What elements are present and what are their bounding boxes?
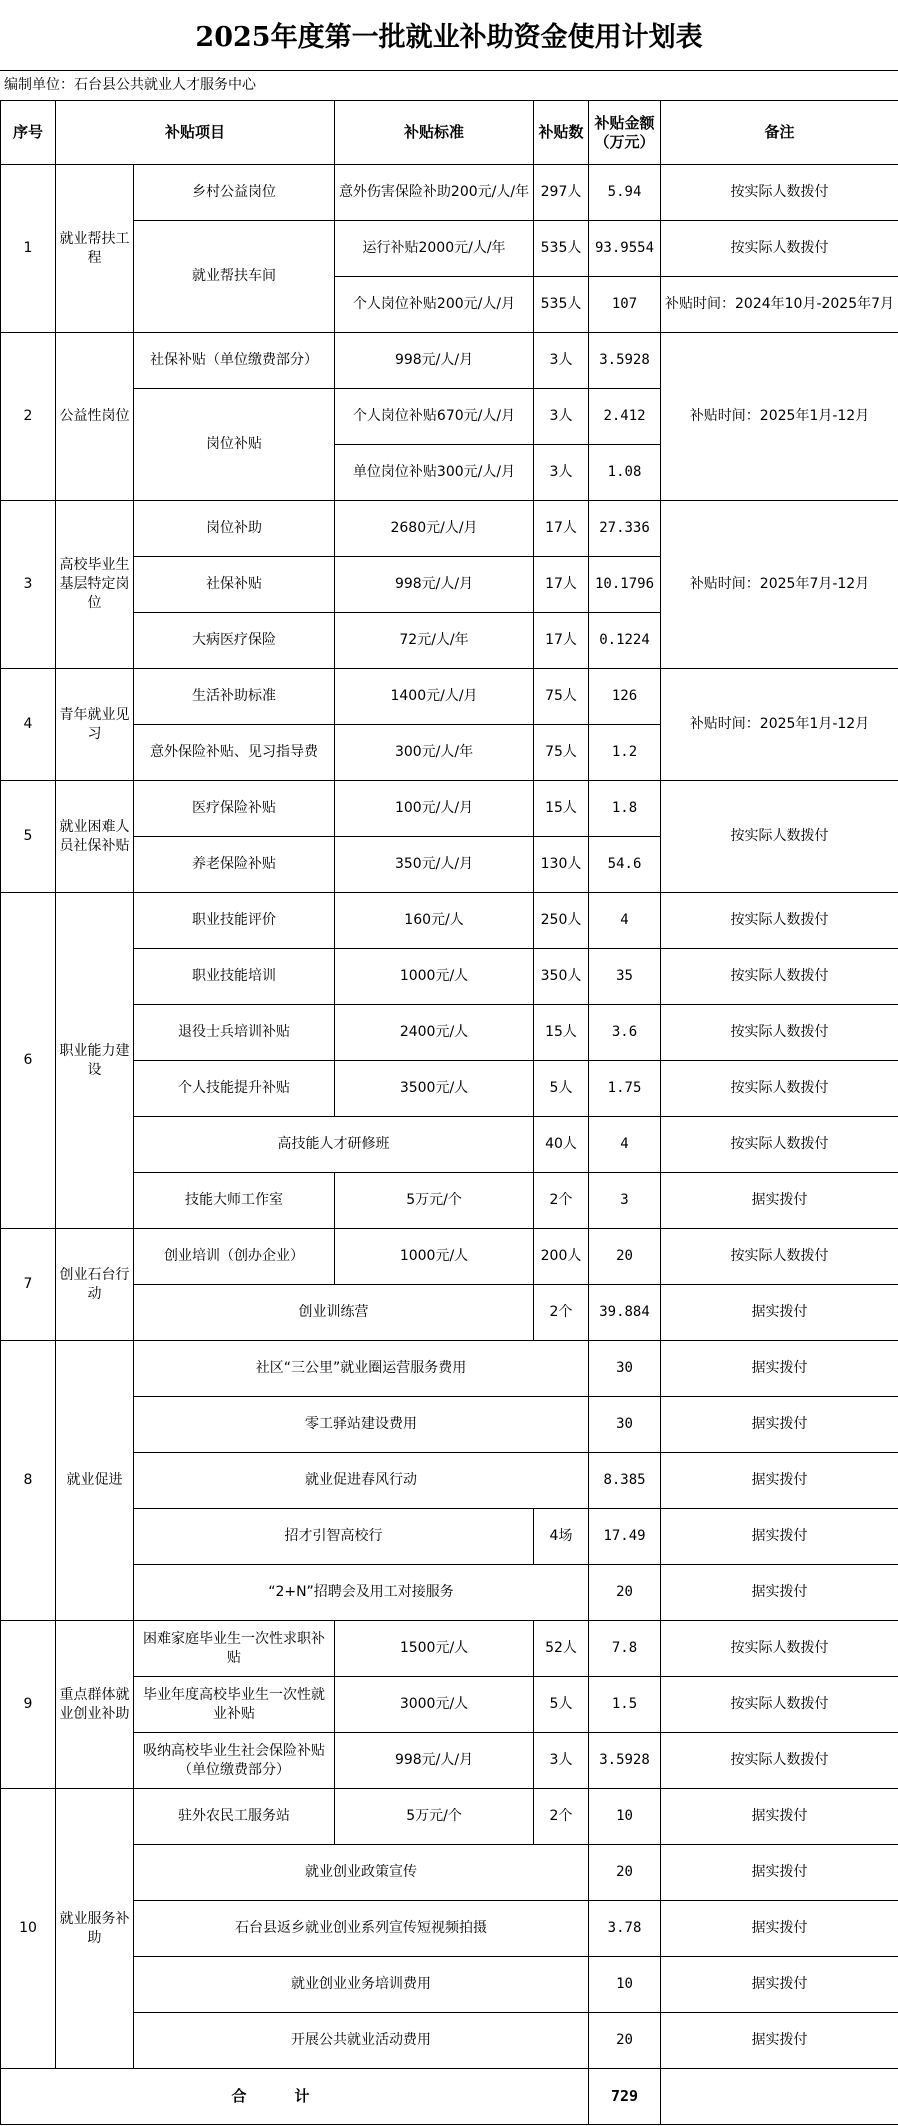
row-sub-item: 职业技能评价 xyxy=(134,893,335,949)
row-amount: 10 xyxy=(589,1789,661,1845)
row-sub-item: 毕业年度高校毕业生一次性就业补贴 xyxy=(134,1677,335,1733)
table-row xyxy=(1,1733,898,1789)
row-standard: 个人岗位补贴670元/人/月 xyxy=(335,389,534,445)
row-amount: 27.336 xyxy=(589,501,661,557)
row-note: 按实际人数拨付 xyxy=(661,1677,898,1733)
row-note: 按实际人数拨付 xyxy=(661,949,898,1005)
row-count: 75人 xyxy=(534,669,589,725)
row-category: 青年就业见习 xyxy=(56,669,134,781)
table-header-row xyxy=(1,101,898,165)
row-count: 15人 xyxy=(534,781,589,837)
table-row xyxy=(1,893,898,949)
row-category: 职业能力建设 xyxy=(56,893,134,1229)
row-sub-item: 零工驿站建设费用 xyxy=(134,1397,589,1453)
row-amount: 3 xyxy=(589,1173,661,1229)
row-sub-item: 驻外农民工服务站 xyxy=(134,1789,335,1845)
row-sub-item: 乡村公益岗位 xyxy=(134,165,335,221)
row-count: 2个 xyxy=(534,1789,589,1845)
table-row xyxy=(1,949,898,1005)
row-seq: 8 xyxy=(1,1341,56,1621)
row-sub-item: 困难家庭毕业生一次性求职补贴 xyxy=(134,1621,335,1677)
table-row xyxy=(1,165,898,221)
row-category: 就业促进 xyxy=(56,1341,134,1621)
table-row xyxy=(1,1677,898,1733)
row-seq: 6 xyxy=(1,893,56,1229)
row-count: 5人 xyxy=(534,1061,589,1117)
total-amount: 729 xyxy=(589,2069,661,2125)
row-category: 公益性岗位 xyxy=(56,333,134,501)
table-row xyxy=(1,501,898,557)
row-count: 5人 xyxy=(534,1677,589,1733)
row-sub-item: 创业训练营 xyxy=(134,1285,534,1341)
table-row xyxy=(1,2013,898,2069)
row-sub-item: 岗位补助 xyxy=(134,501,335,557)
row-count: 200人 xyxy=(534,1229,589,1285)
row-standard: 1000元/人 xyxy=(335,1229,534,1285)
row-sub-item: “2+N”招聘会及用工对接服务 xyxy=(134,1565,589,1621)
row-note: 据实拨付 xyxy=(661,1397,898,1453)
row-standard: 72元/人/年 xyxy=(335,613,534,669)
row-count: 40人 xyxy=(534,1117,589,1173)
row-standard: 3000元/人 xyxy=(335,1677,534,1733)
row-standard: 个人岗位补贴200元/人/月 xyxy=(335,277,534,333)
row-amount: 1.8 xyxy=(589,781,661,837)
row-count: 535人 xyxy=(534,221,589,277)
row-sub-item: 就业促进春风行动 xyxy=(134,1453,589,1509)
row-sub-item: 养老保险补贴 xyxy=(134,837,335,893)
row-sub-item: 社保补贴 xyxy=(134,557,335,613)
row-standard: 350元/人/月 xyxy=(335,837,534,893)
row-note: 按实际人数拨付 xyxy=(661,1061,898,1117)
row-note: 据实拨付 xyxy=(661,1341,898,1397)
row-amount: 3.5928 xyxy=(589,1733,661,1789)
table-row xyxy=(1,333,898,389)
row-standard: 运行补贴2000元/人/年 xyxy=(335,221,534,277)
row-sub-item: 医疗保险补贴 xyxy=(134,781,335,837)
row-sub-item: 就业创业业务培训费用 xyxy=(134,1957,589,2013)
row-amount: 4 xyxy=(589,893,661,949)
header-count: 补贴数 xyxy=(534,101,589,165)
row-sub-item: 高技能人才研修班 xyxy=(134,1117,534,1173)
row-amount: 35 xyxy=(589,949,661,1005)
table-row xyxy=(1,221,898,277)
row-standard: 2400元/人 xyxy=(335,1005,534,1061)
row-amount: 0.1224 xyxy=(589,613,661,669)
row-amount: 8.385 xyxy=(589,1453,661,1509)
row-standard: 5万元/个 xyxy=(335,1789,534,1845)
row-count: 350人 xyxy=(534,949,589,1005)
row-standard: 单位岗位补贴300元/人/月 xyxy=(335,445,534,501)
row-note: 补贴时间：2024年10月-2025年7月 xyxy=(661,277,898,333)
row-amount: 20 xyxy=(589,1229,661,1285)
row-standard: 1000元/人 xyxy=(335,949,534,1005)
row-category: 就业帮扶工程 xyxy=(56,165,134,333)
row-category: 创业石台行动 xyxy=(56,1229,134,1341)
total-label xyxy=(1,2069,589,2125)
row-note: 据实拨付 xyxy=(661,1789,898,1845)
row-note: 补贴时间：2025年7月-12月 xyxy=(661,501,898,669)
compiling-unit-label: 编制单位：石台县公共就业人才服务中心 xyxy=(4,77,256,93)
header-seq: 序号 xyxy=(1,101,56,165)
row-count: 130人 xyxy=(534,837,589,893)
table-row xyxy=(1,1341,898,1397)
row-count: 3人 xyxy=(534,445,589,501)
row-standard: 100元/人/月 xyxy=(335,781,534,837)
row-count: 535人 xyxy=(534,277,589,333)
row-count: 250人 xyxy=(534,893,589,949)
row-count: 3人 xyxy=(534,389,589,445)
table-row xyxy=(1,669,898,725)
row-count: 4场 xyxy=(534,1509,589,1565)
table-row xyxy=(1,1005,898,1061)
row-standard: 2680元/人/月 xyxy=(335,501,534,557)
row-count: 52人 xyxy=(534,1621,589,1677)
row-count: 17人 xyxy=(534,613,589,669)
row-sub-item: 吸纳高校毕业生社会保险补贴（单位缴费部分） xyxy=(134,1733,335,1789)
row-count: 3人 xyxy=(534,333,589,389)
row-note: 据实拨付 xyxy=(661,1957,898,2013)
header-note: 备注 xyxy=(661,101,898,165)
row-note: 据实拨付 xyxy=(661,1565,898,1621)
row-sub-item: 生活补助标准 xyxy=(134,669,335,725)
row-amount: 126 xyxy=(589,669,661,725)
table-row xyxy=(1,1901,898,1957)
row-note: 按实际人数拨付 xyxy=(661,1229,898,1285)
row-amount: 1.08 xyxy=(589,445,661,501)
row-standard: 998元/人/月 xyxy=(335,557,534,613)
row-note: 据实拨付 xyxy=(661,1509,898,1565)
row-amount: 30 xyxy=(589,1397,661,1453)
row-seq: 10 xyxy=(1,1789,56,2069)
row-note: 按实际人数拨付 xyxy=(661,221,898,277)
row-sub-item: 大病医疗保险 xyxy=(134,613,335,669)
total-row xyxy=(1,2069,898,2125)
row-category: 就业服务补助 xyxy=(56,1789,134,2069)
row-note: 按实际人数拨付 xyxy=(661,781,898,893)
table-row xyxy=(1,1565,898,1621)
table-row xyxy=(1,1285,898,1341)
row-note: 按实际人数拨付 xyxy=(661,165,898,221)
row-count: 75人 xyxy=(534,725,589,781)
table-row xyxy=(1,1957,898,2013)
table-row xyxy=(1,1229,898,1285)
row-note: 按实际人数拨付 xyxy=(661,1117,898,1173)
row-amount: 30 xyxy=(589,1341,661,1397)
row-category: 重点群体就业创业补助 xyxy=(56,1621,134,1789)
total-note xyxy=(661,2069,898,2125)
row-amount: 4 xyxy=(589,1117,661,1173)
row-sub-item: 技能大师工作室 xyxy=(134,1173,335,1229)
row-amount: 20 xyxy=(589,2013,661,2069)
header-standard: 补贴标准 xyxy=(335,101,534,165)
row-standard: 3500元/人 xyxy=(335,1061,534,1117)
row-standard: 5万元/个 xyxy=(335,1173,534,1229)
row-standard: 意外伤害保险补助200元/人/年 xyxy=(335,165,534,221)
row-category: 就业困难人员社保补贴 xyxy=(56,781,134,893)
table-row xyxy=(1,1621,898,1677)
row-note: 补贴时间：2025年1月-12月 xyxy=(661,669,898,781)
table-row xyxy=(1,1173,898,1229)
row-count: 17人 xyxy=(534,501,589,557)
row-amount: 20 xyxy=(589,1845,661,1901)
table-row xyxy=(1,1789,898,1845)
row-amount: 5.94 xyxy=(589,165,661,221)
title-divider xyxy=(0,70,898,71)
row-amount: 1.75 xyxy=(589,1061,661,1117)
row-count: 2个 xyxy=(534,1173,589,1229)
row-seq: 5 xyxy=(1,781,56,893)
row-count: 15人 xyxy=(534,1005,589,1061)
row-amount: 10.1796 xyxy=(589,557,661,613)
row-sub-item: 就业创业政策宣传 xyxy=(134,1845,589,1901)
row-standard: 998元/人/月 xyxy=(335,1733,534,1789)
total-label-text: 合计 xyxy=(231,2087,358,2105)
row-sub-item: 意外保险补贴、见习指导费 xyxy=(134,725,335,781)
table-row xyxy=(1,781,898,837)
row-note: 按实际人数拨付 xyxy=(661,1621,898,1677)
row-note: 按实际人数拨付 xyxy=(661,1733,898,1789)
row-seq: 2 xyxy=(1,333,56,501)
row-sub-item: 社保补贴（单位缴费部分） xyxy=(134,333,335,389)
row-standard: 1400元/人/月 xyxy=(335,669,534,725)
table-row xyxy=(1,1117,898,1173)
row-amount: 54.6 xyxy=(589,837,661,893)
row-note: 据实拨付 xyxy=(661,1285,898,1341)
row-standard: 300元/人/年 xyxy=(335,725,534,781)
row-amount: 3.6 xyxy=(589,1005,661,1061)
row-note: 据实拨付 xyxy=(661,1173,898,1229)
table-row xyxy=(1,1453,898,1509)
header-item: 补贴项目 xyxy=(56,101,335,165)
row-standard: 998元/人/月 xyxy=(335,333,534,389)
row-amount: 3.5928 xyxy=(589,333,661,389)
row-note: 据实拨付 xyxy=(661,1901,898,1957)
row-sub-item: 退役士兵培训补贴 xyxy=(134,1005,335,1061)
row-seq: 4 xyxy=(1,669,56,781)
row-seq: 7 xyxy=(1,1229,56,1341)
table-row xyxy=(1,1397,898,1453)
row-sub-item: 石台县返乡就业创业系列宣传短视频拍摄 xyxy=(134,1901,589,1957)
row-note: 按实际人数拨付 xyxy=(661,1005,898,1061)
row-sub-item: 个人技能提升补贴 xyxy=(134,1061,335,1117)
row-sub-item: 创业培训（创办企业） xyxy=(134,1229,335,1285)
row-sub-item: 开展公共就业活动费用 xyxy=(134,2013,589,2069)
row-amount: 1.5 xyxy=(589,1677,661,1733)
row-count: 3人 xyxy=(534,1733,589,1789)
row-note: 据实拨付 xyxy=(661,1453,898,1509)
row-amount: 1.2 xyxy=(589,725,661,781)
row-note: 补贴时间：2025年1月-12月 xyxy=(661,333,898,501)
row-sub-item: 职业技能培训 xyxy=(134,949,335,1005)
table-row xyxy=(1,1845,898,1901)
row-amount: 2.412 xyxy=(589,389,661,445)
row-count: 2个 xyxy=(534,1285,589,1341)
subsidy-plan-table xyxy=(0,100,898,2125)
row-amount: 3.78 xyxy=(589,1901,661,1957)
row-category: 高校毕业生基层特定岗位 xyxy=(56,501,134,669)
row-sub-item: 就业帮扶车间 xyxy=(134,221,335,333)
row-seq: 9 xyxy=(1,1621,56,1789)
row-sub-item: 社区“三公里”就业圈运营服务费用 xyxy=(134,1341,589,1397)
header-amount: 补贴金额（万元） xyxy=(589,101,661,165)
row-note: 据实拨付 xyxy=(661,2013,898,2069)
row-amount: 93.9554 xyxy=(589,221,661,277)
row-amount: 107 xyxy=(589,277,661,333)
table-row xyxy=(1,1509,898,1565)
page-title: 2025年度第一批就业补助资金使用计划表 xyxy=(195,21,703,53)
row-amount: 10 xyxy=(589,1957,661,2013)
row-standard: 1500元/人 xyxy=(335,1621,534,1677)
row-count: 17人 xyxy=(534,557,589,613)
row-note: 据实拨付 xyxy=(661,1845,898,1901)
row-amount: 39.884 xyxy=(589,1285,661,1341)
table-row xyxy=(1,1061,898,1117)
row-seq: 3 xyxy=(1,501,56,669)
row-amount: 17.49 xyxy=(589,1509,661,1565)
row-count: 297人 xyxy=(534,165,589,221)
row-sub-item: 招才引智高校行 xyxy=(134,1509,534,1565)
row-note: 按实际人数拨付 xyxy=(661,893,898,949)
row-amount: 20 xyxy=(589,1565,661,1621)
row-sub-item: 岗位补贴 xyxy=(134,389,335,501)
row-amount: 7.8 xyxy=(589,1621,661,1677)
row-seq: 1 xyxy=(1,165,56,333)
row-standard: 160元/人 xyxy=(335,893,534,949)
